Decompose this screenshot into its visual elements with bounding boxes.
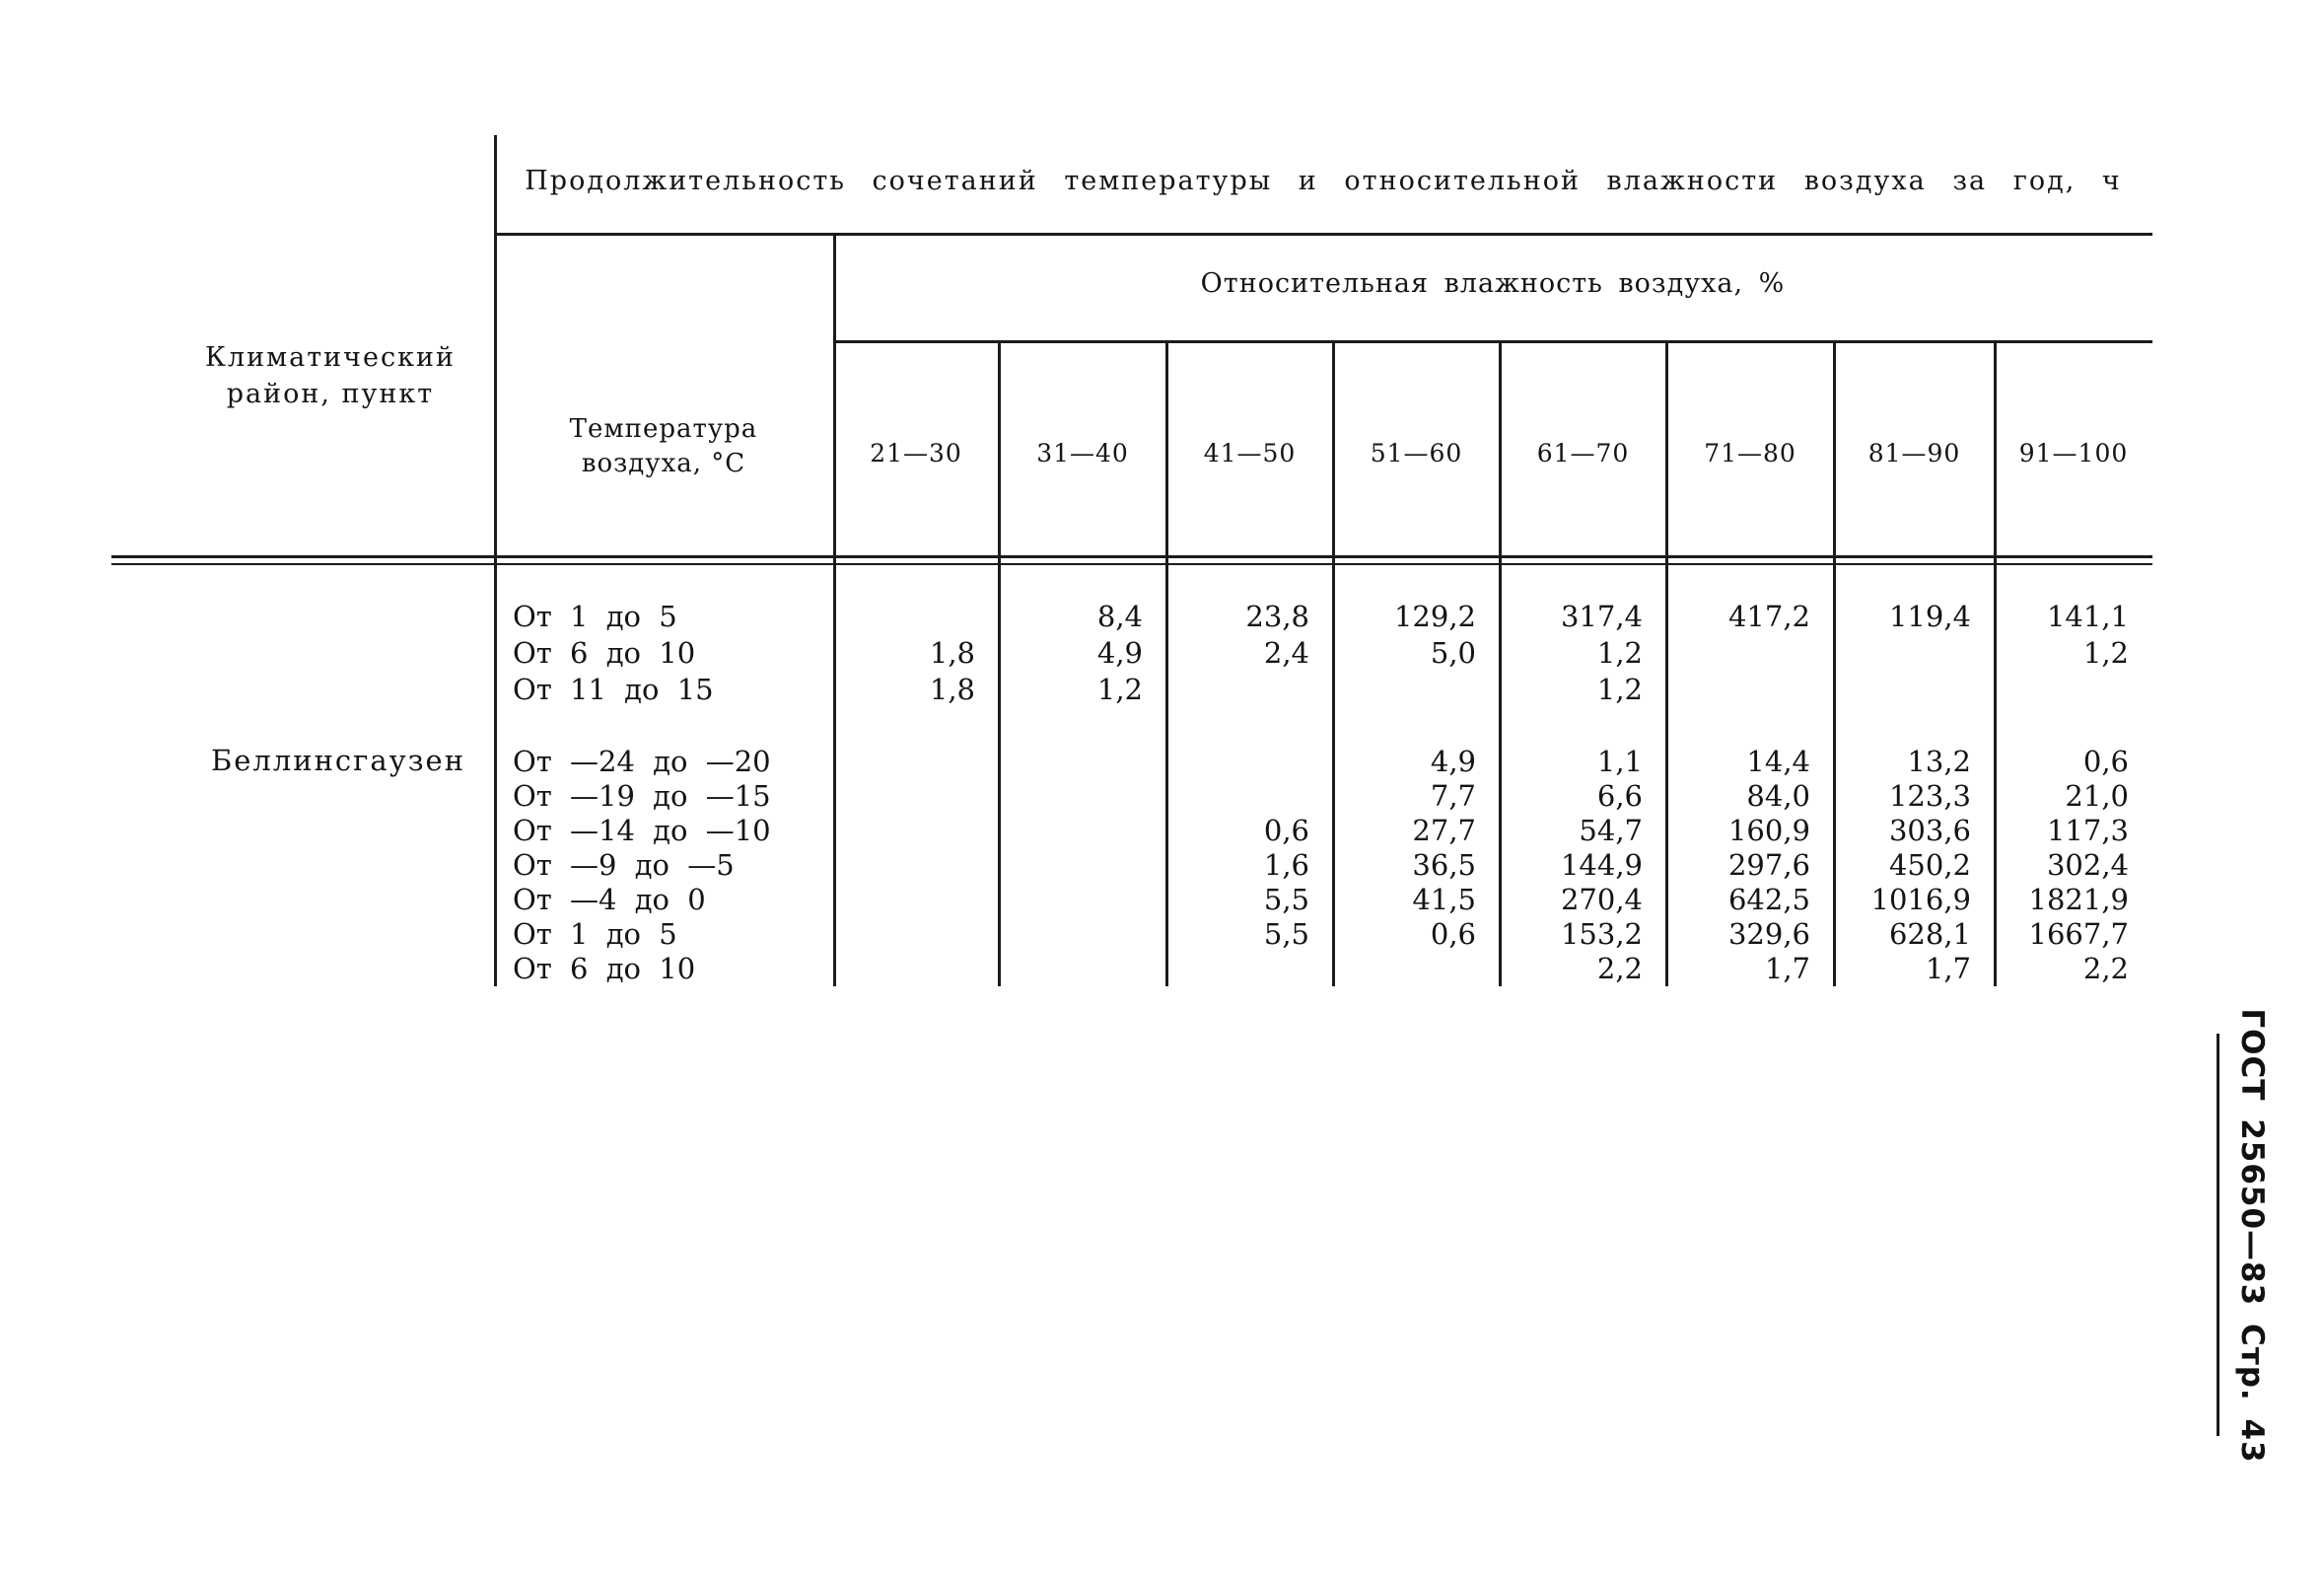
temperature-range-label: От —9 до —5 xyxy=(513,848,735,882)
duration-value-cell: 7,7 xyxy=(1430,779,1476,813)
humidity-group-title: Относительная влажность воздуха, % xyxy=(1200,268,1786,299)
temperature-range-label: От 6 до 10 xyxy=(513,636,696,670)
duration-value-cell: 317,4 xyxy=(1560,600,1643,633)
duration-value-cell: 297,6 xyxy=(1727,848,1810,882)
duration-value-cell: 1,2 xyxy=(1596,636,1643,670)
duration-value-cell: 153,2 xyxy=(1560,917,1643,951)
duration-value-cell: 1821,9 xyxy=(2028,883,2129,916)
temperature-range-label: От —14 до —10 xyxy=(513,814,771,847)
duration-value-cell: 5,5 xyxy=(1263,883,1309,916)
duration-value-cell: 302,4 xyxy=(2046,848,2129,882)
table-row xyxy=(0,744,2324,779)
duration-value-cell: 1,2 xyxy=(1596,673,1643,706)
duration-value-cell: 1667,7 xyxy=(2028,917,2129,951)
duration-value-cell: 41,5 xyxy=(1412,883,1476,916)
duration-value-cell: 129,2 xyxy=(1393,600,1476,633)
humidity-range-header: 61—70 xyxy=(1536,439,1630,467)
temperature-range-label: От 1 до 5 xyxy=(513,600,677,633)
temperature-column-header-line2: воздуха, °С xyxy=(581,449,746,478)
region-column-header-line2: район, пункт xyxy=(226,379,435,409)
temperature-column-header xyxy=(494,412,833,481)
duration-value-cell: 160,9 xyxy=(1727,814,1810,847)
humidity-range-header: 51—60 xyxy=(1370,439,1463,467)
gost-page-ref: ГОСТ 25650—83 Стр. 43 xyxy=(2234,1008,2270,1464)
duration-value-cell: 2,2 xyxy=(2082,952,2129,985)
duration-value-cell: 5,5 xyxy=(1263,917,1309,951)
header-body-double-rule xyxy=(111,555,2152,565)
duration-value-cell: 642,5 xyxy=(1727,883,1810,916)
temperature-range-label: От —24 до —20 xyxy=(513,745,771,778)
temperature-range-label: От 11 до 15 xyxy=(513,673,714,706)
temperature-column-header-line1: Температура xyxy=(569,414,758,444)
table-row xyxy=(0,635,2324,671)
duration-value-cell: 1,1 xyxy=(1596,745,1643,778)
duration-value-cell: 23,8 xyxy=(1245,600,1309,633)
table-row xyxy=(0,672,2324,707)
temperature-range-label: От —19 до —15 xyxy=(513,779,771,813)
header-rule-top xyxy=(494,233,2152,236)
table-row xyxy=(0,813,2324,848)
duration-value-cell: 417,2 xyxy=(1727,600,1810,633)
duration-value-cell: 1016,9 xyxy=(1870,883,1971,916)
duration-value-cell: 123,3 xyxy=(1888,779,1971,813)
duration-value-cell: 0,6 xyxy=(1263,814,1309,847)
humidity-range-header: 21—30 xyxy=(870,439,962,467)
duration-value-cell: 1,8 xyxy=(929,636,975,670)
table-row xyxy=(0,916,2324,952)
duration-value-cell: 270,4 xyxy=(1560,883,1643,916)
duration-value-cell: 4,9 xyxy=(1430,745,1476,778)
humidity-range-header: 41—50 xyxy=(1203,439,1297,467)
duration-value-cell: 2,2 xyxy=(1596,952,1643,985)
duration-value-cell: 8,4 xyxy=(1096,600,1143,633)
duration-value-cell: 5,0 xyxy=(1430,636,1476,670)
footer-rule xyxy=(2217,1034,2219,1436)
duration-value-cell: 84,0 xyxy=(1746,779,1810,813)
region-column-header-line1: Климатический xyxy=(205,342,456,373)
duration-value-cell: 4,9 xyxy=(1096,636,1143,670)
duration-value-cell: 628,1 xyxy=(1888,917,1971,951)
duration-value-cell: 36,5 xyxy=(1412,848,1476,882)
duration-value-cell: 450,2 xyxy=(1888,848,1971,882)
duration-value-cell: 21,0 xyxy=(2065,779,2129,813)
duration-value-cell: 1,6 xyxy=(1263,848,1309,882)
humidity-range-header: 31—40 xyxy=(1036,439,1129,467)
region-column-header xyxy=(111,339,522,412)
table-row xyxy=(0,847,2324,883)
duration-value-cell: 117,3 xyxy=(2046,814,2129,847)
duration-value-cell: 1,2 xyxy=(1096,673,1143,706)
table-row xyxy=(0,599,2324,634)
duration-value-cell: 141,1 xyxy=(2046,600,2129,633)
duration-value-cell: 1,2 xyxy=(2082,636,2129,670)
duration-value-cell: 27,7 xyxy=(1412,814,1476,847)
duration-value-cell: 119,4 xyxy=(1888,600,1971,633)
duration-value-cell: 1,7 xyxy=(1925,952,1971,985)
duration-value-cell: 13,2 xyxy=(1907,745,1971,778)
temperature-range-label: От —4 до 0 xyxy=(513,883,706,916)
temperature-range-label: От 6 до 10 xyxy=(513,952,696,985)
duration-value-cell: 144,9 xyxy=(1560,848,1643,882)
duration-value-cell: 6,6 xyxy=(1596,779,1643,813)
table-row xyxy=(0,882,2324,917)
region-label: Беллинсгаузен xyxy=(210,744,466,777)
duration-value-cell: 0,6 xyxy=(2082,745,2129,778)
humidity-range-header: 71—80 xyxy=(1704,439,1796,467)
duration-value-cell: 1,8 xyxy=(929,673,975,706)
duration-value-cell: 2,4 xyxy=(1263,636,1309,670)
table-row xyxy=(0,778,2324,814)
table-title: Продолжительность сочетаний температуры и относительной влажности воздуха за год, ч xyxy=(525,166,2122,196)
temperature-range-label: От 1 до 5 xyxy=(513,917,677,951)
humidity-range-header: 91—100 xyxy=(2018,439,2129,467)
table-row xyxy=(0,951,2324,986)
duration-value-cell: 14,4 xyxy=(1746,745,1810,778)
duration-value-cell: 1,7 xyxy=(1764,952,1810,985)
duration-value-cell: 0,6 xyxy=(1430,917,1476,951)
humidity-range-header: 81—90 xyxy=(1867,439,1961,467)
duration-value-cell: 303,6 xyxy=(1888,814,1971,847)
duration-value-cell: 54,7 xyxy=(1579,814,1643,847)
duration-value-cell: 329,6 xyxy=(1727,917,1810,951)
header-rule-humidity xyxy=(833,340,2152,343)
